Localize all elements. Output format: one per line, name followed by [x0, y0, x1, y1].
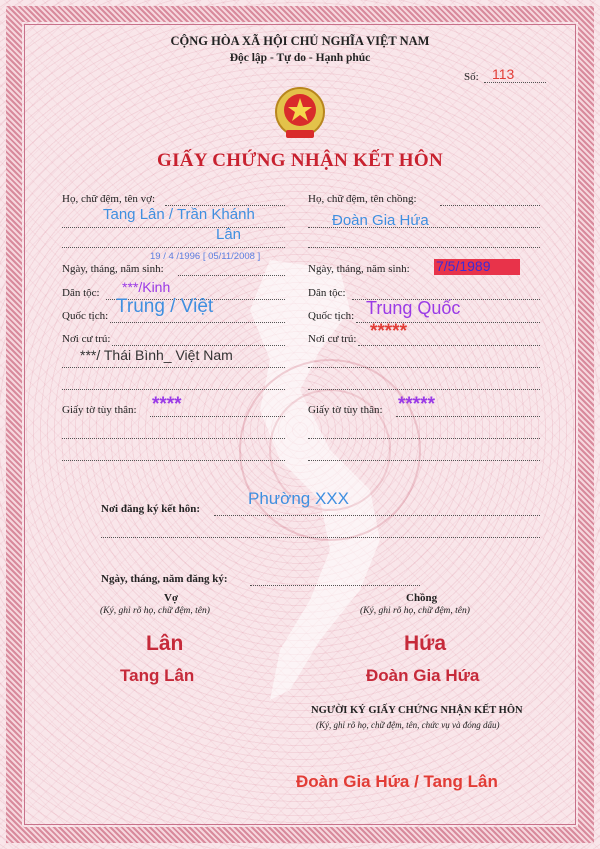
- wife-id-label: Giấy tờ tùy thân:: [62, 404, 137, 416]
- republic-heading: CỘNG HÒA XÃ HỘI CHỦ NGHĨA VIỆT NAM: [170, 34, 430, 48]
- husband-signature-heading: Chồng: [406, 592, 438, 604]
- wife-sign-note: (Ký, ghi rõ họ, chữ đệm, tên): [100, 606, 210, 616]
- wife-name-line1: Tang Lân / Trần Khánh: [103, 206, 255, 223]
- signer-note: (Ký, ghi rõ họ, chữ đệm, tên, chức vụ và đóng dấu): [316, 720, 500, 730]
- wife-signature-heading: Vợ: [164, 592, 179, 604]
- husband-ethnic-label: Dân tộc:: [308, 287, 346, 299]
- husband-signature: Hứa: [404, 632, 447, 655]
- husband-sign-note: (Ký, ghi rõ họ, chữ đệm, tên): [360, 606, 470, 616]
- wife-ethnic-label: Dân tộc:: [62, 287, 100, 299]
- wife-name-line2: Lân: [216, 226, 242, 243]
- husband-name-label: Họ, chữ đệm, tên chồng:: [308, 193, 417, 205]
- wife-fullname: Tang Lân: [120, 666, 195, 685]
- registration-place-label: Nơi đăng ký kết hôn:: [101, 503, 201, 515]
- wife-id-value: ****: [152, 394, 182, 415]
- husband-residence-value: *****: [370, 321, 407, 342]
- wife-name-label: Họ, chữ đệm, tên vợ:: [62, 193, 156, 205]
- registration-date-label: Ngày, tháng, năm đăng ký:: [101, 573, 228, 585]
- number-label: Số:: [464, 71, 479, 83]
- number-value: 113: [492, 66, 515, 82]
- motto: Độc lập - Tự do - Hạnh phúc: [229, 52, 371, 64]
- signer-name: Đoàn Gia Hứa / Tang Lân: [296, 772, 498, 791]
- husband-dob-value: 7/5/1989: [436, 258, 491, 274]
- husband-fullname: Đoàn Gia Hứa: [366, 666, 480, 685]
- husband-id-value: *****: [398, 394, 435, 415]
- husband-nationality-label: Quốc tịch:: [308, 310, 355, 322]
- wife-dob-label: Ngày, tháng, năm sinh:: [62, 263, 164, 275]
- wife-ethnic-value: ***/Kinh: [122, 279, 171, 295]
- wife-nationality-label: Quốc tịch:: [62, 310, 109, 322]
- husband-nationality-value: Trung Quốc: [366, 298, 461, 318]
- wife-signature: Lân: [146, 632, 184, 655]
- wife-dob-value: 19 / 4 /1996 [ 05/11/2008 ]: [150, 251, 261, 262]
- signer-heading: NGƯỜI KÝ GIẤY CHỨNG NHẬN KẾT HÔN: [311, 705, 523, 716]
- registration-place-value: Phường XXX: [248, 489, 349, 508]
- certificate-title: GIẤY CHỨNG NHẬN KẾT HÔN: [157, 150, 443, 171]
- husband-residence-label: Nơi cư trú:: [308, 333, 357, 345]
- husband-dob-label: Ngày, tháng, năm sinh:: [308, 263, 410, 275]
- wife-nationality-value: Trung / Việt: [116, 296, 214, 317]
- wife-residence-value: ***/ Thái Bình_ Việt Nam: [80, 347, 233, 363]
- husband-name-value: Đoàn Gia Hứa: [332, 212, 429, 229]
- husband-id-label: Giấy tờ tùy thân:: [308, 404, 383, 416]
- wife-residence-label: Nơi cư trú:: [62, 333, 111, 345]
- national-emblem-icon: [272, 84, 328, 144]
